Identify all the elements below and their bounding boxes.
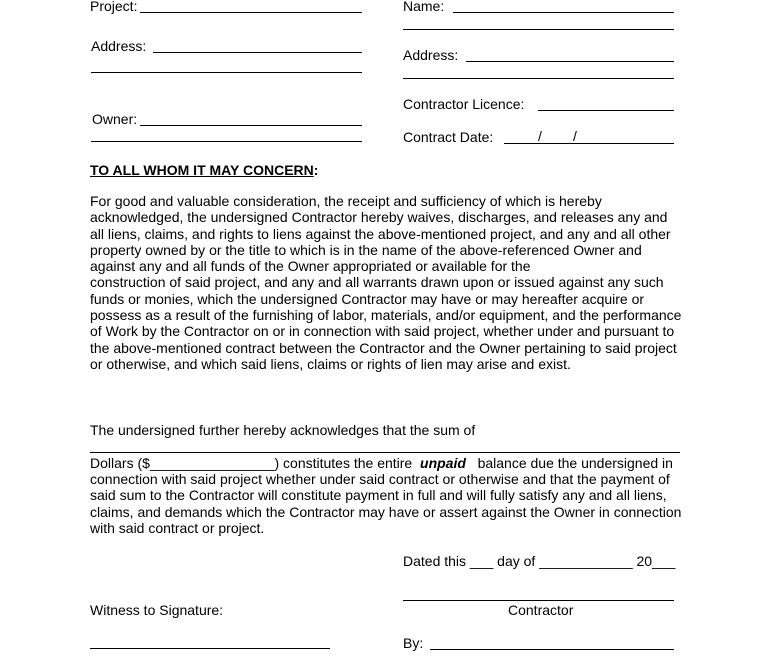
concern-heading-text: TO ALL WHOM IT MAY CONCERN	[90, 162, 314, 178]
witness-label: Witness to Signature:	[90, 602, 224, 618]
dollars-suffix: balance due the undersigned in	[477, 455, 673, 471]
project-label: Project:	[90, 0, 138, 14]
address-left-input-line-2[interactable]	[91, 72, 362, 73]
payment-line: claims, and demands which the Contractor may have or assert against the Owner in connection	[90, 503, 682, 520]
name-input-line[interactable]	[453, 12, 674, 13]
waiver-line: against any and all funds of the Owner appropriated or available for the	[90, 258, 531, 275]
sum-sentence: The undersigned further hereby acknowledges that the sum of	[90, 422, 476, 438]
project-input-line[interactable]	[140, 12, 362, 13]
contractor-licence-input-line[interactable]	[538, 110, 674, 111]
waiver-line: or otherwise, and which said liens, claims or rights of lien may arise and exist.	[90, 355, 571, 372]
payment-line: connection with said project whether under said contract or otherwise and that the payment of	[90, 471, 670, 487]
contractor-licence-label: Contractor Licence:	[403, 96, 525, 112]
witness-signature-line[interactable]	[90, 648, 330, 649]
waiver-line: funds or monies, which the undersigned Contractor may have or may hereafter acquire or	[90, 290, 645, 307]
address-left-input-line[interactable]	[153, 52, 362, 53]
waiver-line: possess as a result of the furnishing of labor, materials, and/or equipment, and the performance	[90, 307, 682, 324]
owner-input-line[interactable]	[140, 125, 362, 126]
unpaid-word: unpaid	[420, 455, 466, 471]
waiver-line: all liens, claims, and rights to liens against the above-mentioned project, and any and all other	[90, 225, 671, 242]
payment-line: with said contract or project.	[90, 519, 265, 536]
dollars-prefix: Dollars ($	[90, 455, 150, 471]
contract-date-slash-2: /	[573, 128, 577, 144]
sum-amount-line[interactable]	[90, 452, 680, 453]
by-label: By:	[403, 635, 424, 651]
name-input-line-2[interactable]	[403, 29, 674, 30]
address-right-input-line-2[interactable]	[403, 78, 674, 79]
contractor-signature-line[interactable]	[403, 600, 674, 601]
payment-paragraph	[90, 471, 685, 536]
waiver-line: For good and valuable consideration, the receipt and sufficiency of which is hereby	[90, 193, 602, 209]
address-right-input-line[interactable]	[466, 61, 674, 62]
by-signature-line[interactable]	[430, 649, 674, 650]
address-right-label: Address:	[403, 47, 459, 63]
dated-this-line: Dated this ___ day of ____________ 20___	[403, 553, 676, 569]
contract-date-label: Contract Date:	[403, 129, 494, 145]
contractor-label: Contractor	[508, 602, 574, 618]
contract-date-slash-1: /	[538, 128, 542, 144]
name-label: Name:	[403, 0, 445, 14]
waiver-line: acknowledged, the undersigned Contractor hereby waives, discharges, and releases any and	[90, 209, 668, 226]
waiver-line: construction of said project, and any and all warrants drawn upon or issued against any such	[90, 274, 664, 291]
concern-heading-colon: :	[313, 162, 319, 178]
waiver-line: the above-mentioned contract between the Contractor and the Owner pertaining to said project	[90, 339, 677, 356]
waiver-line: property owned by or the title to which is in the name of the above-referenced Owner and	[90, 241, 642, 258]
owner-label: Owner:	[92, 111, 138, 127]
address-left-label: Address:	[91, 38, 147, 54]
dollars-mid: ) constitutes the entire	[274, 455, 413, 471]
waiver-paragraph	[90, 193, 685, 372]
dollars-amount-blank[interactable]: ________________	[149, 455, 275, 471]
contract-date-input-line[interactable]	[504, 143, 674, 144]
dollars-line	[90, 455, 673, 471]
owner-input-line-2[interactable]	[91, 141, 362, 142]
concern-heading	[90, 162, 318, 178]
payment-line: said sum to the Contractor will constitute payment in full and will fully satisfy any and all liens,	[90, 487, 667, 504]
waiver-line: of Work by the Contractor on or in connection with said project, whether under and pursuant to	[90, 323, 675, 340]
